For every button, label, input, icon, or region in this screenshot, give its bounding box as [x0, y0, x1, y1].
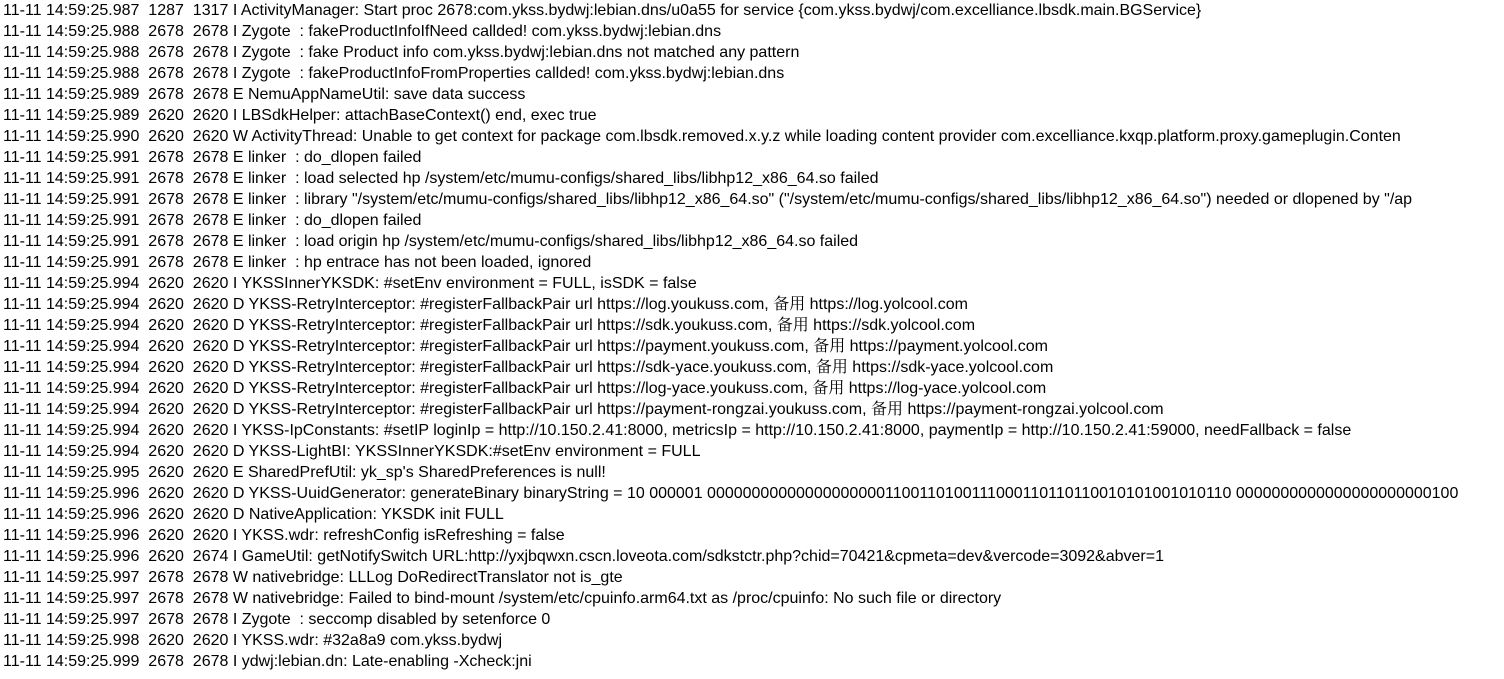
log-line: 11-11 14:59:25.997 2678 2678 I Zygote : seccomp disabled by setenforce 0 [3, 611, 551, 628]
log-line: 11-11 14:59:25.991 2678 2678 E linker : load origin hp /system/etc/mumu-configs/shared_libs/libhp12_x86_64.so failed [3, 233, 859, 250]
log-line: 11-11 14:59:25.996 2620 2674 I GameUtil: getNotifySwitch URL:http://yxjbqwxn.cscn.loveota.com/sdkstctr.php?chid=70421&cpmeta=dev&vercode=3092&abver=1 [3, 548, 1164, 565]
log-line: 11-11 14:59:25.996 2620 2620 I YKSS.wdr: refreshConfig isRefreshing = false [3, 527, 565, 544]
log-line: 11-11 14:59:25.989 2620 2620 I LBSdkHelper: attachBaseContext() end, exec true [3, 107, 597, 124]
log-line: 11-11 14:59:25.989 2678 2678 E NemuAppNameUtil: save data success [3, 86, 526, 103]
log-line: 11-11 14:59:25.991 2678 2678 E linker : load selected hp /system/etc/mumu-configs/shared_libs/libhp12_x86_64.so failed [3, 170, 879, 187]
log-line: 11-11 14:59:25.994 2620 2620 D YKSS-RetryInterceptor: #registerFallbackPair url https://sdk.youkuss.com, 备用 https://sdk.yolcool.com [3, 317, 976, 334]
log-line: 11-11 14:59:25.990 2620 2620 W ActivityThread: Unable to get context for package com.lbsdk.removed.x.y.z while loading content provider com.excelliance.kxqp.platform.proxy.gameplugin.Conten [3, 128, 1401, 145]
log-line: 11-11 14:59:25.995 2620 2620 E SharedPrefUtil: yk_sp's SharedPreferences is null! [3, 464, 606, 481]
log-line: 11-11 14:59:25.988 2678 2678 I Zygote : fakeProductInfoIfNeed callded! com.ykss.bydwj:lebian.dns [3, 23, 722, 40]
log-line: 11-11 14:59:25.994 2620 2620 D YKSS-RetryInterceptor: #registerFallbackPair url https://sdk-yace.youkuss.com, 备用 https://sdk-yace.yolcool.com [3, 359, 1054, 376]
log-line: 11-11 14:59:25.994 2620 2620 D YKSS-RetryInterceptor: #registerFallbackPair url https://payment-rongzai.youkuss.com, 备用 https://payment-rongzai.yolcool.com [3, 401, 1164, 418]
log-line: 11-11 14:59:25.999 2678 2678 I ydwj:lebian.dn: Late-enabling -Xcheck:jni [3, 653, 532, 670]
log-line: 11-11 14:59:25.994 2620 2620 D YKSS-RetryInterceptor: #registerFallbackPair url https://log-yace.youkuss.com, 备用 https://log-yace.yolcool.com [3, 380, 1047, 397]
log-line: 11-11 14:59:25.991 2678 2678 E linker : hp entrace has not been loaded, ignored [3, 254, 592, 271]
log-line: 11-11 14:59:25.997 2678 2678 W nativebridge: LLLog DoRedirectTranslator not is_gte [3, 569, 623, 586]
log-line: 11-11 14:59:25.996 2620 2620 D YKSS-UuidGenerator: generateBinary binaryString = 10 000001 000000000000000000001100110100111000110110110010101001010110 0000000000000000000000100 [3, 485, 1459, 502]
log-line: 11-11 14:59:25.988 2678 2678 I Zygote : fake Product info com.ykss.bydwj:lebian.dns not matched any pattern [3, 44, 800, 61]
log-line: 11-11 14:59:25.996 2620 2620 D NativeApplication: YKSDK init FULL [3, 506, 504, 523]
log-line: 11-11 14:59:25.991 2678 2678 E linker : library "/system/etc/mumu-configs/shared_libs/libhp12_x86_64.so" ("/system/etc/mumu-configs/shared_libs/libhp12_x86_64.so") needed or dlopened by "/ap [3, 191, 1413, 208]
log-line: 11-11 14:59:25.991 2678 2678 E linker : do_dlopen failed [3, 149, 422, 166]
log-line: 11-11 14:59:25.998 2620 2620 I YKSS.wdr: #32a8a9 com.ykss.bydwj [3, 632, 502, 649]
log-line: 11-11 14:59:25.994 2620 2620 D YKSS-RetryInterceptor: #registerFallbackPair url https://payment.youkuss.com, 备用 https://payment.yolcool.com [3, 338, 1048, 355]
log-line: 11-11 14:59:25.991 2678 2678 E linker : do_dlopen failed [3, 212, 422, 229]
log-line: 11-11 14:59:25.994 2620 2620 D YKSS-RetryInterceptor: #registerFallbackPair url https://log.youkuss.com, 备用 https://log.yolcool.com [3, 296, 968, 313]
log-line: 11-11 14:59:25.987 1287 1317 I ActivityManager: Start proc 2678:com.ykss.bydwj:lebian.dns/u0a55 for service {com.ykss.bydwj/com.excelliance.lbsdk.main.BGService} [3, 2, 1202, 19]
log-line: 11-11 14:59:25.997 2678 2678 W nativebridge: Failed to bind-mount /system/etc/cpuinfo.arm64.txt as /proc/cpuinfo: No such file or directory [3, 590, 1002, 607]
log-line: 11-11 14:59:25.988 2678 2678 I Zygote : fakeProductInfoFromProperties callded! com.ykss.bydwj:lebian.dns [3, 65, 785, 82]
log-line: 11-11 14:59:25.994 2620 2620 I YKSSInnerYKSDK: #setEnv environment = FULL, isSDK = false [3, 275, 697, 292]
log-line: 11-11 14:59:25.994 2620 2620 D YKSS-LightBI: YKSSInnerYKSDK:#setEnv environment = FULL [3, 443, 701, 460]
log-line: 11-11 14:59:25.994 2620 2620 I YKSS-IpConstants: #setIP loginIp = http://10.150.2.41:8000, metricsIp = http://10.150.2.41:8000, paymentIp = http://10.150.2.41:59000, needFallback = false [3, 422, 1352, 439]
